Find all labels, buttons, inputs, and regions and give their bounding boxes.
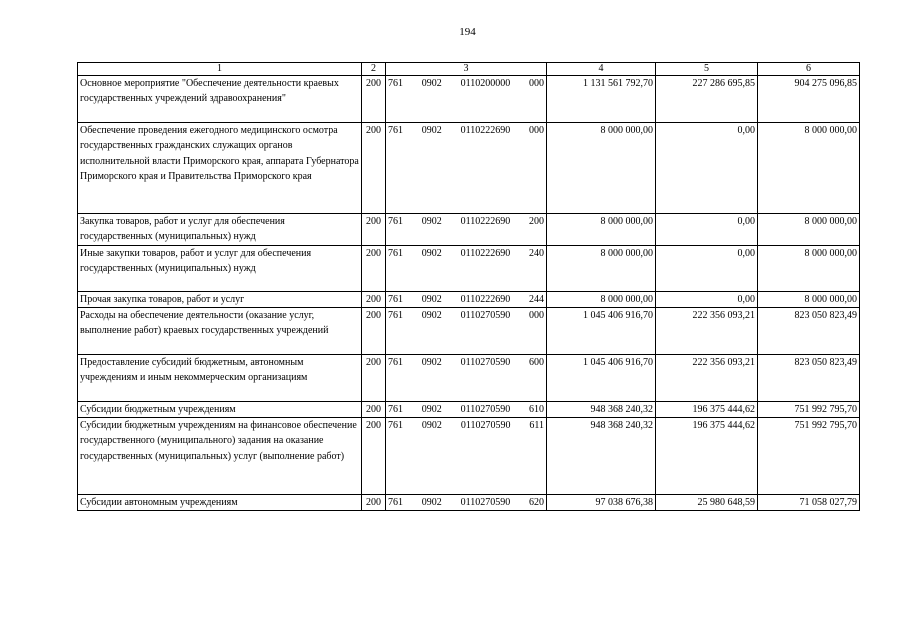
budget-code-part: 0902 <box>421 247 442 259</box>
budget-code-part: 0110270590 <box>460 420 511 432</box>
budget-code-part: 761 <box>388 497 403 509</box>
row-code-2: 200 <box>362 418 386 495</box>
budget-code <box>388 402 544 417</box>
table-row <box>78 354 860 401</box>
row-code-3 <box>386 495 547 511</box>
row-value-4: 948 368 240,32 <box>547 401 656 417</box>
row-code-2: 200 <box>362 245 386 291</box>
budget-code <box>388 214 544 229</box>
budget-code-part: 000 <box>528 309 544 321</box>
row-value-4: 8 000 000,00 <box>547 123 656 214</box>
row-value-5: 0,00 <box>656 291 758 307</box>
budget-code-part: 0902 <box>421 125 442 136</box>
budget-code-part: 244 <box>528 293 544 305</box>
row-value-5: 0,00 <box>656 214 758 246</box>
row-code-2: 200 <box>362 495 386 511</box>
row-value-6: 8 000 000,00 <box>758 245 860 291</box>
row-value-5: 196 375 444,62 <box>656 401 758 417</box>
column-header-4: 4 <box>547 63 656 76</box>
budget-code-part: 761 <box>388 356 403 368</box>
row-value-5: 25 980 648,59 <box>656 495 758 511</box>
row-name: Предоставление субсидий бюджетным, автономным учреждениям и иным некоммерческим организациям <box>78 354 362 401</box>
budget-code <box>388 76 544 91</box>
budget-code-part: 0902 <box>421 293 442 305</box>
column-header-6: 6 <box>758 63 860 76</box>
row-name: Прочая закупка товаров, работ и услуг <box>78 291 362 307</box>
row-code-2: 200 <box>362 307 386 354</box>
column-header-1: 1 <box>78 63 362 76</box>
budget-code-part: 0902 <box>421 216 442 227</box>
budget-code-part: 0110222690 <box>460 293 511 305</box>
budget-code <box>388 418 544 433</box>
budget-code-part: 611 <box>529 420 544 432</box>
budget-code-part: 200 <box>528 216 544 227</box>
budget-code-part: 000 <box>528 78 544 89</box>
budget-code <box>388 308 544 323</box>
row-name: Закупка товаров, работ и услуг для обеспечения государственных (муниципальных) нужд <box>78 214 362 246</box>
table-row <box>78 495 860 511</box>
budget-code-part: 0110270590 <box>460 497 511 509</box>
row-value-4: 948 368 240,32 <box>547 418 656 495</box>
table-row <box>78 401 860 417</box>
row-code-3 <box>386 307 547 354</box>
budget-code-part: 761 <box>388 125 403 136</box>
budget-code-part: 0902 <box>421 356 442 368</box>
budget-code-part: 0902 <box>421 497 442 509</box>
row-value-6: 8 000 000,00 <box>758 291 860 307</box>
budget-code-part: 761 <box>388 78 403 89</box>
budget-code-part: 610 <box>528 403 544 415</box>
row-value-6: 904 275 096,85 <box>758 76 860 123</box>
row-value-6: 823 050 823,49 <box>758 354 860 401</box>
budget-code-part: 0110270590 <box>460 356 511 368</box>
budget-code-part: 0902 <box>421 78 442 89</box>
table-header-row <box>78 63 860 76</box>
row-value-6: 8 000 000,00 <box>758 214 860 246</box>
budget-code-part: 761 <box>388 216 403 227</box>
budget-code-part: 620 <box>528 497 544 509</box>
row-code-2: 200 <box>362 354 386 401</box>
budget-code-part: 000 <box>528 125 544 136</box>
budget-code-part: 0110222690 <box>460 247 511 259</box>
page-number: 194 <box>459 26 476 38</box>
row-value-5: 227 286 695,85 <box>656 76 758 123</box>
table-row <box>78 291 860 307</box>
budget-code-part: 0110222690 <box>460 125 511 136</box>
row-value-4: 1 045 406 916,70 <box>547 307 656 354</box>
row-code-2: 200 <box>362 291 386 307</box>
row-name: Иные закупки товаров, работ и услуг для обеспечения государственных (муниципальных) нужд <box>78 245 362 291</box>
row-code-2: 200 <box>362 76 386 123</box>
row-code-3 <box>386 123 547 214</box>
column-header-5: 5 <box>656 63 758 76</box>
row-value-6: 71 058 027,79 <box>758 495 860 511</box>
budget-code-part: 0902 <box>421 420 442 432</box>
row-value-6: 751 992 795,70 <box>758 401 860 417</box>
row-code-3 <box>386 291 547 307</box>
row-code-2: 200 <box>362 123 386 214</box>
row-value-4: 8 000 000,00 <box>547 214 656 246</box>
row-value-4: 1 045 406 916,70 <box>547 354 656 401</box>
row-code-3 <box>386 354 547 401</box>
table-row <box>78 76 860 123</box>
row-name: Обеспечение проведения ежегодного медицинского осмотра государственных гражданских служащих органов исполнительной власти Приморского края, аппарата Губернатора Приморского края и Правительства Приморского края <box>78 123 362 214</box>
budget-code-part: 0110200000 <box>460 78 511 89</box>
table-row <box>78 307 860 354</box>
row-value-5: 196 375 444,62 <box>656 418 758 495</box>
budget-code-part: 0110270590 <box>460 403 511 415</box>
row-code-3 <box>386 214 547 246</box>
budget-code-part: 761 <box>388 420 403 432</box>
row-value-5: 0,00 <box>656 245 758 291</box>
budget-code <box>388 355 544 370</box>
column-header-3: 3 <box>386 63 547 76</box>
row-code-3 <box>386 401 547 417</box>
budget-code-part: 0902 <box>421 309 442 321</box>
row-value-6: 8 000 000,00 <box>758 123 860 214</box>
row-code-3 <box>386 76 547 123</box>
budget-code-part: 761 <box>388 293 403 305</box>
budget-code-part: 240 <box>528 247 544 259</box>
budget-code <box>388 123 544 138</box>
row-value-4: 8 000 000,00 <box>547 291 656 307</box>
budget-code <box>388 495 544 510</box>
budget-code-part: 761 <box>388 403 403 415</box>
table-body <box>78 63 860 511</box>
budget-code-part: 761 <box>388 247 403 259</box>
row-value-4: 97 038 676,38 <box>547 495 656 511</box>
row-name: Субсидии автономным учреждениям <box>78 495 362 511</box>
row-code-2: 200 <box>362 214 386 246</box>
row-value-6: 823 050 823,49 <box>758 307 860 354</box>
budget-code-part: 0110222690 <box>460 216 511 227</box>
budget-code <box>388 246 544 261</box>
budget-code-part: 0110270590 <box>460 309 511 321</box>
table-row <box>78 418 860 495</box>
row-name: Основное мероприятие "Обеспечение деятельности краевых государственных учреждений здравоохранения" <box>78 76 362 123</box>
budget-table <box>77 62 860 511</box>
row-value-5: 0,00 <box>656 123 758 214</box>
table-row <box>78 245 860 291</box>
budget-code-part: 761 <box>388 309 403 321</box>
row-name: Расходы на обеспечение деятельности (оказание услуг, выполнение работ) краевых государственных учреждений <box>78 307 362 354</box>
row-value-6: 751 992 795,70 <box>758 418 860 495</box>
row-value-5: 222 356 093,21 <box>656 354 758 401</box>
row-name: Субсидии бюджетным учреждениям <box>78 401 362 417</box>
row-name: Субсидии бюджетным учреждениям на финансовое обеспечение государственного (муниципального) задания на оказание государственных (муниципальных) услуг (выполнение работ) <box>78 418 362 495</box>
budget-code <box>388 292 544 307</box>
table-row <box>78 123 860 214</box>
row-code-3 <box>386 245 547 291</box>
row-code-2: 200 <box>362 401 386 417</box>
budget-code-part: 0902 <box>421 403 442 415</box>
table-row <box>78 214 860 246</box>
budget-code-part: 600 <box>528 356 544 368</box>
row-value-4: 8 000 000,00 <box>547 245 656 291</box>
row-code-3 <box>386 418 547 495</box>
row-value-4: 1 131 561 792,70 <box>547 76 656 123</box>
column-header-2: 2 <box>362 63 386 76</box>
row-value-5: 222 356 093,21 <box>656 307 758 354</box>
